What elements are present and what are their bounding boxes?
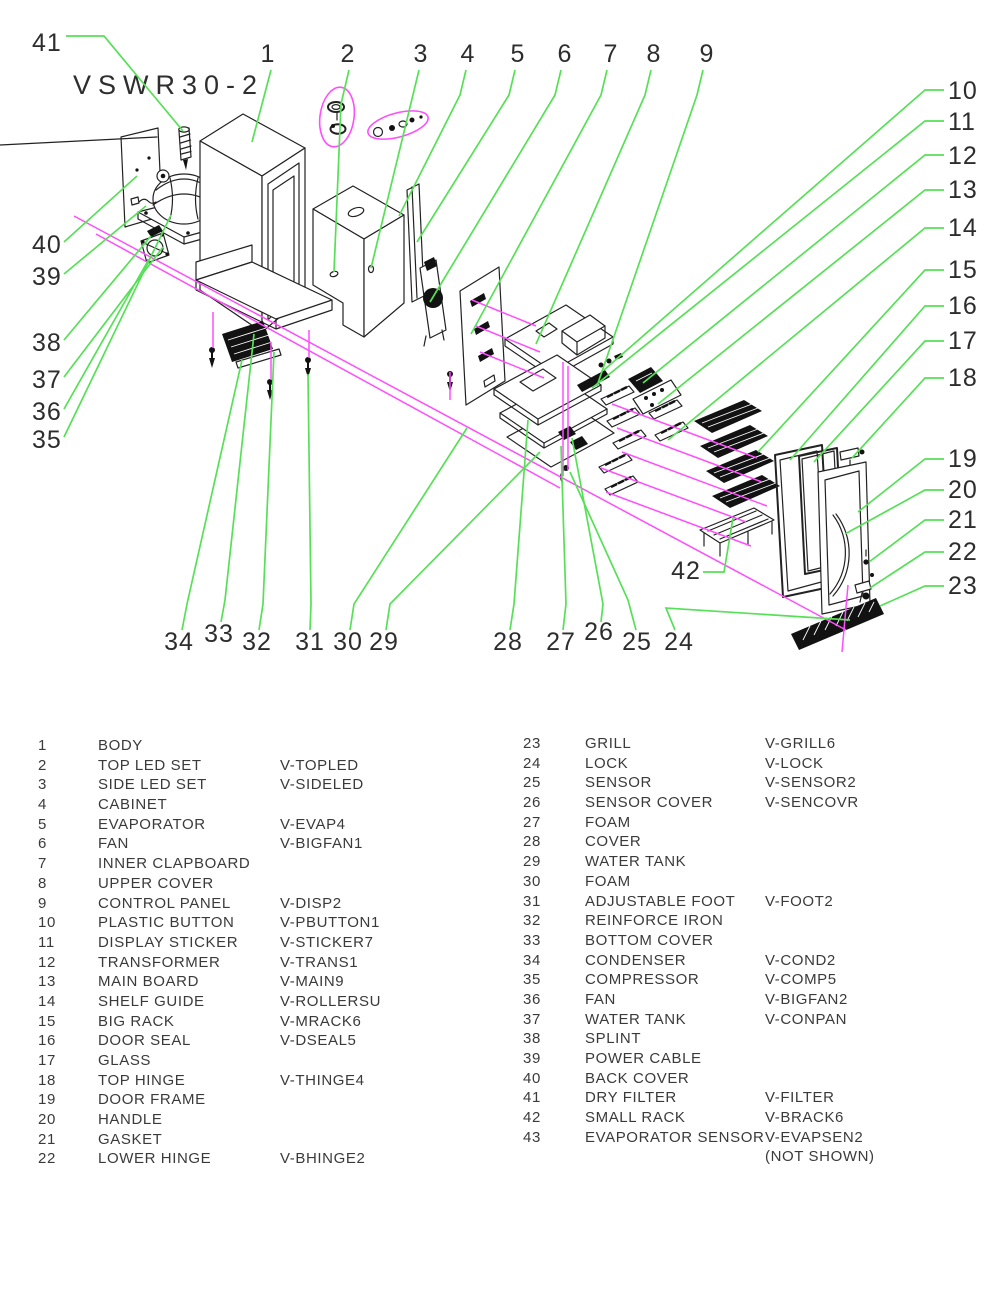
part-code: [765, 832, 985, 852]
part-code: V-STICKER7: [280, 933, 374, 951]
part-num: 33: [523, 931, 541, 949]
part-code: [765, 931, 985, 951]
part-code: [765, 1049, 985, 1069]
part-name: BACK COVER: [585, 1069, 690, 1087]
part-name: CABINET: [98, 796, 168, 814]
parts-row: [38, 1071, 488, 1091]
part-code: V-SIDELED: [280, 776, 364, 794]
part-name: BODY: [98, 737, 143, 754]
callout-number-16: 16: [948, 292, 978, 320]
part-name: TRANSFORMER: [98, 953, 221, 971]
part-code: V-TRANS1: [280, 953, 359, 971]
part-code: [280, 736, 488, 756]
parts-row: [38, 894, 488, 914]
part-name: BIG RACK: [98, 1012, 175, 1030]
part-num: 31: [523, 892, 541, 910]
callout-number-10: 10: [948, 77, 978, 105]
part-num: 13: [38, 973, 56, 991]
part-code: V-THINGE4: [280, 1071, 365, 1089]
part-name: FAN: [585, 990, 616, 1008]
parts-row: [38, 815, 488, 835]
part-name: PLASTIC BUTTON: [98, 914, 235, 932]
callout-number-22: 22: [948, 538, 978, 566]
leader-line-22: [870, 552, 944, 588]
leader-line-9: [597, 70, 703, 386]
part-code: V-BHINGE2: [280, 1150, 366, 1168]
part-name: SMALL RACK: [585, 1109, 686, 1127]
parts-row: [523, 970, 985, 990]
side-led-highlight-ellipse: [365, 105, 431, 144]
callout-number-19: 19: [948, 445, 978, 473]
parts-row: [523, 773, 985, 793]
top-led-set-part: [328, 102, 346, 134]
part-num: 35: [523, 971, 541, 989]
callout-number-21: 21: [948, 506, 978, 534]
part-name: SHELF GUIDE: [98, 992, 205, 1010]
part-code: (NOT SHOWN): [765, 1148, 875, 1166]
parts-row: [523, 1029, 985, 1049]
part-num: 20: [38, 1111, 56, 1129]
part-code: [765, 852, 985, 872]
parts-row: [523, 951, 985, 971]
part-code: V-CONPAN: [765, 1010, 848, 1028]
callout-number-8: 8: [646, 40, 662, 68]
part-num: 10: [38, 914, 56, 932]
callout-number-35: 35: [32, 426, 62, 454]
part-name: COMPRESSOR: [585, 971, 700, 989]
callout-number-23: 23: [948, 572, 978, 600]
callout-number-30: 30: [333, 628, 363, 656]
parts-row: [523, 990, 985, 1010]
callout-number-20: 20: [948, 476, 978, 504]
callout-number-4: 4: [460, 40, 476, 68]
part-num: 8: [38, 874, 47, 892]
part-num: 41: [523, 1089, 541, 1107]
leader-line-layer: [64, 36, 944, 630]
part-name: POWER CABLE: [585, 1050, 702, 1067]
part-num: 17: [38, 1052, 56, 1069]
leader-line-14: [668, 228, 944, 440]
part-code: [280, 1130, 488, 1150]
part-name: FOAM: [585, 813, 631, 831]
leader-line-8: [536, 70, 651, 344]
part-num: 38: [523, 1030, 541, 1048]
parts-row: [523, 754, 985, 774]
part-name: DRY FILTER: [585, 1089, 677, 1107]
callout-number-15: 15: [948, 256, 978, 284]
part-name: LOWER HINGE: [98, 1150, 212, 1168]
callout-number-6: 6: [557, 40, 573, 68]
part-name: EVAPORATOR: [98, 815, 206, 833]
part-num: 24: [523, 754, 541, 772]
part-num: 19: [38, 1091, 56, 1109]
part-name: SENSOR: [585, 774, 652, 792]
part-num: 36: [523, 990, 541, 1008]
part-name: SIDE LED SET: [98, 776, 207, 794]
part-num: 29: [523, 853, 541, 871]
parts-row: [38, 854, 488, 874]
part-code: V-DSEAL5: [280, 1032, 357, 1050]
callout-number-34: 34: [164, 628, 194, 656]
part-name: COVER: [585, 833, 642, 851]
parts-row: [38, 1090, 488, 1110]
part-code: [280, 1110, 488, 1130]
parts-row: [38, 1149, 488, 1169]
parts-row: [523, 813, 985, 833]
part-num: 26: [523, 794, 541, 812]
parts-row: [38, 1130, 488, 1150]
part-code: [765, 1069, 985, 1089]
parts-row: [523, 931, 985, 951]
big-rack-parts: [694, 400, 780, 508]
part-num: 12: [38, 953, 56, 971]
leader-line-34: [182, 360, 242, 630]
callout-number-13: 13: [948, 176, 978, 204]
parts-row: [38, 913, 488, 933]
part-code: V-SENSOR2: [765, 774, 857, 792]
part-code: V-SENCOVR: [765, 794, 859, 812]
part-num: 16: [38, 1032, 56, 1050]
part-code: V-PBUTTON1: [280, 914, 380, 932]
part-name: DOOR FRAME: [98, 1091, 206, 1109]
part-name: WATER TANK: [585, 1010, 687, 1028]
part-num: 6: [38, 835, 47, 853]
callout-number-25: 25: [622, 628, 652, 656]
part-num: 14: [38, 992, 56, 1010]
parts-row: [38, 775, 488, 795]
part-name: GASKET: [98, 1130, 163, 1148]
part-num: 1: [38, 737, 47, 754]
callout-number-14: 14: [948, 214, 978, 242]
part-name: SPLINT: [585, 1030, 642, 1048]
leader-line-18: [852, 378, 944, 458]
part-num: 2: [38, 756, 47, 774]
callout-number-18: 18: [948, 364, 978, 392]
dry-filter-part: [179, 127, 191, 170]
part-num: 39: [523, 1050, 541, 1067]
leader-line-23: [880, 586, 944, 606]
callout-number-27: 27: [546, 628, 576, 656]
part-name: GRILL: [585, 735, 632, 752]
leader-line-10: [604, 90, 944, 370]
leader-line-6: [430, 70, 561, 302]
part-num: 18: [38, 1071, 56, 1089]
part-num: 9: [38, 894, 47, 912]
part-code: [765, 872, 985, 892]
callout-number-33: 33: [204, 620, 234, 648]
part-num: 42: [523, 1109, 541, 1127]
callout-number-32: 32: [242, 628, 272, 656]
callout-number-9: 9: [699, 40, 715, 68]
callout-number-2: 2: [340, 40, 356, 68]
parts-row: [38, 1110, 488, 1130]
part-num: 7: [38, 855, 47, 873]
part-name: TOP LED SET: [98, 756, 202, 774]
part-name: FOAM: [585, 872, 631, 890]
part-num: 34: [523, 951, 541, 969]
leader-line-11: [592, 121, 944, 388]
part-num: 25: [523, 774, 541, 792]
part-code: [765, 1029, 985, 1049]
part-num: 5: [38, 815, 47, 833]
part-code: V-FILTER: [765, 1089, 835, 1107]
callout-number-7: 7: [603, 40, 619, 68]
parts-row: [38, 1051, 488, 1071]
callout-number-40: 40: [32, 231, 62, 259]
leader-line-12: [643, 155, 944, 383]
leader-line-41: [66, 36, 183, 131]
callout-number-37: 37: [32, 366, 62, 394]
callout-number-31: 31: [295, 628, 325, 656]
callout-number-38: 38: [32, 329, 62, 357]
leader-line-31: [308, 374, 311, 630]
parts-row: [523, 734, 985, 754]
part-num: 21: [38, 1130, 56, 1148]
part-code: V-BRACK6: [765, 1109, 844, 1127]
leader-line-32: [259, 352, 274, 630]
parts-row: [38, 992, 488, 1012]
part-name: BOTTOM COVER: [585, 931, 714, 949]
parts-table-left: [38, 736, 488, 1169]
parts-row: [523, 1128, 985, 1148]
part-num: 30: [523, 872, 541, 890]
part-num: 28: [523, 833, 541, 851]
part-code: V-COND2: [765, 951, 836, 969]
part-code: V-FOOT2: [765, 892, 834, 910]
part-code: V-LOCK: [765, 754, 824, 772]
parts-row: [523, 872, 985, 892]
part-name: MAIN BOARD: [98, 973, 200, 991]
parts-row: [523, 832, 985, 852]
parts-row: [38, 933, 488, 953]
leader-line-39: [64, 206, 146, 274]
leader-line-5: [417, 70, 515, 242]
model-title: VSWR30-2: [73, 70, 265, 100]
leader-line-36: [64, 259, 149, 409]
part-name: SENSOR COVER: [585, 794, 714, 812]
part-name: LOCK: [585, 754, 629, 772]
part-name: HANDLE: [98, 1111, 163, 1129]
part-code: [765, 911, 985, 931]
part-code: [280, 854, 488, 874]
part-num: 15: [38, 1012, 56, 1030]
part-num: 11: [38, 933, 55, 951]
parts-row: [38, 736, 488, 756]
part-name: EVAPORATOR SENSOR: [585, 1128, 765, 1146]
part-num: [523, 1147, 585, 1167]
callout-number-36: 36: [32, 398, 62, 426]
callout-number-12: 12: [948, 142, 978, 170]
part-name: [585, 1147, 765, 1167]
callout-number-1: 1: [260, 40, 276, 68]
part-code: [280, 795, 488, 815]
parts-row: [523, 1069, 985, 1089]
part-code: V-EVAPSEN2: [765, 1128, 864, 1146]
part-code: V-COMP5: [765, 971, 837, 989]
part-num: 4: [38, 796, 47, 814]
part-num: 27: [523, 813, 541, 831]
part-code: V-DISP2: [280, 894, 342, 912]
part-name: WATER TANK: [585, 853, 687, 871]
callout-number-24: 24: [664, 628, 694, 656]
part-num: 22: [38, 1150, 56, 1168]
part-code: V-ROLLERSU: [280, 992, 382, 1010]
part-name: DISPLAY STICKER: [98, 933, 239, 951]
parts-row: [38, 795, 488, 815]
parts-row: [523, 793, 985, 813]
part-num: 43: [523, 1128, 541, 1146]
evap-fan-part: [420, 257, 446, 346]
leader-line-30: [350, 428, 467, 630]
callout-number-26: 26: [584, 618, 614, 646]
leader-line-26: [572, 438, 603, 622]
part-name: FAN: [98, 835, 129, 853]
part-num: 23: [523, 735, 541, 752]
part-name: DOOR SEAL: [98, 1032, 191, 1050]
part-name: TOP HINGE: [98, 1071, 186, 1089]
part-num: 3: [38, 776, 47, 794]
parts-row: [38, 834, 488, 854]
part-code: [280, 1051, 488, 1071]
callout-number-11: 11: [948, 108, 976, 136]
part-name: UPPER COVER: [98, 874, 214, 892]
leader-line-35: [64, 215, 171, 437]
part-code: V-BIGFAN1: [280, 835, 363, 853]
parts-row: [523, 892, 985, 912]
part-code: V-GRILL6: [765, 735, 836, 752]
callout-number-39: 39: [32, 263, 62, 291]
leader-line-21: [869, 520, 944, 562]
leader-line-15: [758, 270, 944, 452]
part-name: GLASS: [98, 1052, 152, 1069]
parts-row: [523, 1108, 985, 1128]
part-name: INNER CLAPBOARD: [98, 855, 251, 873]
parts-row: [523, 852, 985, 872]
part-name: REINFORCE IRON: [585, 912, 724, 930]
callout-number-17: 17: [948, 327, 978, 355]
callout-number-5: 5: [510, 40, 526, 68]
part-code: [280, 874, 488, 894]
evaporator-part: [407, 184, 424, 302]
parts-row: [38, 972, 488, 992]
callout-number-41: 41: [32, 29, 62, 57]
parts-row: [523, 911, 985, 931]
part-code: V-TOPLED: [280, 756, 359, 774]
callout-number-29: 29: [369, 628, 399, 656]
part-code: V-MAIN9: [280, 973, 345, 991]
parts-row: [523, 1049, 985, 1069]
leader-line-29: [386, 452, 540, 630]
part-num: 37: [523, 1010, 541, 1028]
callout-number-3: 3: [413, 40, 429, 68]
cabinet-part: [313, 186, 404, 337]
parts-row: [38, 756, 488, 776]
parts-row: [523, 1010, 985, 1030]
parts-row: [38, 1031, 488, 1051]
part-code: V-EVAP4: [280, 815, 346, 833]
part-name: CONTROL PANEL: [98, 894, 231, 912]
part-num: 32: [523, 912, 541, 930]
part-name: CONDENSER: [585, 951, 687, 969]
part-code: [765, 813, 985, 833]
leader-line-38: [64, 236, 151, 340]
parts-row: [38, 874, 488, 894]
part-num: 40: [523, 1069, 541, 1087]
parts-row: [38, 1012, 488, 1032]
small-rack-part: [700, 508, 774, 556]
part-code: V-MRACK6: [280, 1012, 362, 1030]
part-code: [280, 1090, 488, 1110]
inner-clapboard-part: [460, 267, 505, 405]
callout-number-42: 42: [671, 557, 701, 585]
parts-row: [38, 953, 488, 973]
parts-row: [523, 1088, 985, 1108]
leader-line-37: [64, 247, 163, 377]
part-code: V-BIGFAN2: [765, 990, 848, 1008]
callout-number-28: 28: [493, 628, 523, 656]
part-name: ADJUSTABLE FOOT: [585, 892, 736, 910]
parts-table-right: [523, 734, 985, 1167]
parts-row: [523, 1147, 985, 1167]
